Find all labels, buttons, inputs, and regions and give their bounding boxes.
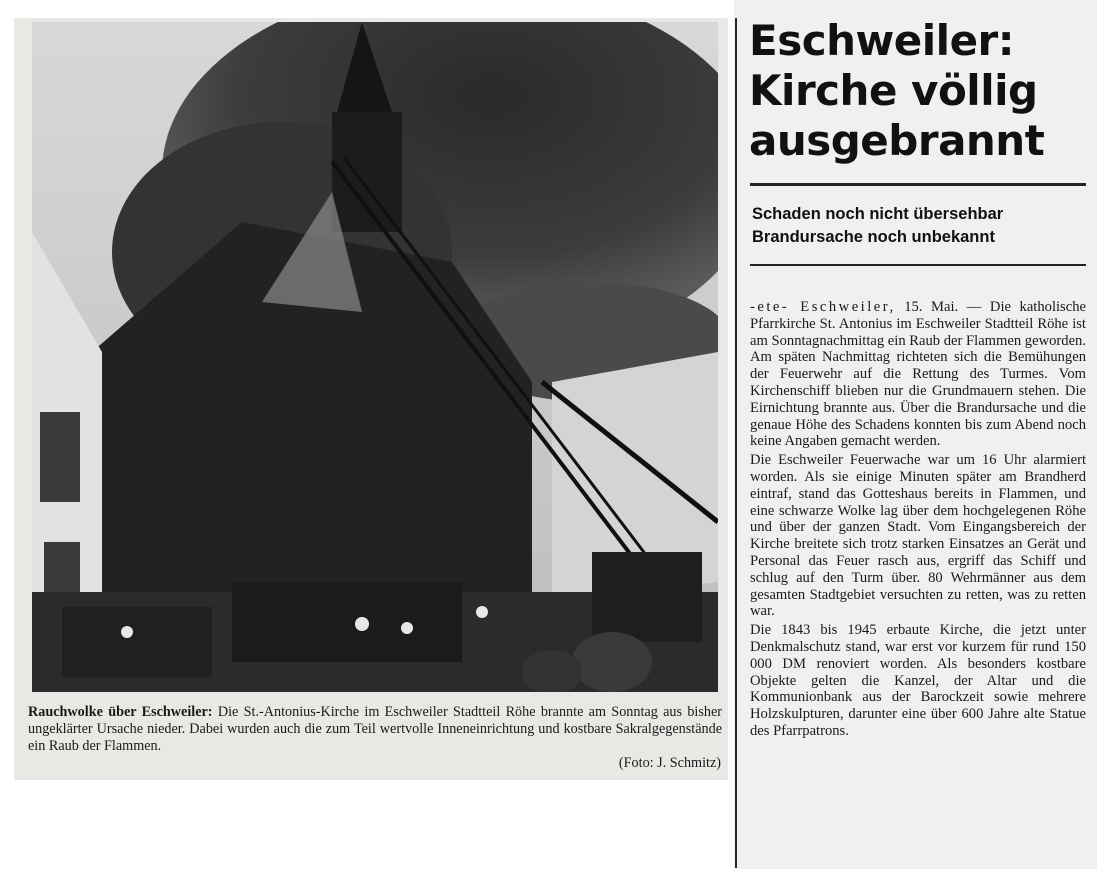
article-paragraph-3: Die 1843 bis 1945 erbaute Kirche, die jetzt unter Denkmalschutz stand, war erst vor kurzem für rund 150 000 DM renoviert worden. Als besonders kostbare Objekte gelten die Kanzel, der Altar und die Kommunionbank aus der Barockzeit sowie mehrere Holzskulpturen, darunter eine über 600 Jahre alte Statue des Pfarrpatrons. — [750, 622, 1086, 739]
subhead-rule — [750, 264, 1086, 266]
subhead-line-1: Schaden noch nicht übersehbar — [752, 205, 1004, 223]
subheadline — [752, 203, 1082, 249]
dateline: -ete- Eschweiler, — [750, 299, 896, 315]
headline-line-3: ausgebrannt — [749, 116, 1045, 165]
headline — [749, 16, 1089, 166]
paragraph-1-text: 15. Mai. — Die katholische Pfarrkirche St. Antonius im Eschweiler Stadtteil Röhe ist am Sonntagnachmittag ein Raub der Flammen geworden. Am späten Nachmittag richteten sich die Bemühungen der Feuerwehr auf die Rettung des Turmes. Vom Kirchenschiff blieben nur die Grundmauern stehen. Die Eirnichtung brannte aus. Über die Brandursache und die genaue Höhe des Schadens konnten bis zum Abend noch keine Angaben gemacht werden. — [750, 299, 1086, 450]
headline-line-2: Kirche völlig — [749, 66, 1038, 115]
caption-text: Die St.-Antonius-Kirche im Eschweiler Stadtteil Röhe brannte am Sonntag aus bisher ungeklärter Ursache nieder. Dabei wurden auch die zum Teil wertvolle Inneneinrichtung und kostbare Sakralgegenstände ein Raub der Flammen. — [28, 704, 723, 754]
column-rule — [735, 18, 737, 868]
church-fire-photo — [32, 22, 718, 692]
headline-rule — [750, 183, 1086, 186]
subhead-line-2: Brandursache noch unbekannt — [752, 228, 995, 246]
photo-caption — [28, 704, 722, 755]
photo-credit: (Foto: J. Schmitz) — [618, 755, 721, 771]
article-paragraph-2: Die Eschweiler Feuerwache war um 16 Uhr alarmiert worden. Als sie einige Minuten später am Brandherd eintraf, stand das Gotteshaus bereits in Flammen, und eine schwarze Wolke lag über dem hochgelegenen Röhe und über der ganzen Stadt. Vom Eingangsbereich der Kirche breitete sich trotz starken Einsatzes an Gerät und Personal das Feuer rasch aus, ergriff das Schiff und schlug auf den Turm über. 80 Wehrmänner aus dem gesamten Stadtgebiet versuchten zu retten, was zu retten war. — [750, 452, 1086, 620]
article-paragraph-1 — [750, 299, 1086, 450]
article-body — [750, 299, 1086, 742]
headline-line-1: Eschweiler: — [749, 16, 1015, 65]
caption-lead: Rauchwolke über Eschweiler: — [28, 704, 213, 720]
